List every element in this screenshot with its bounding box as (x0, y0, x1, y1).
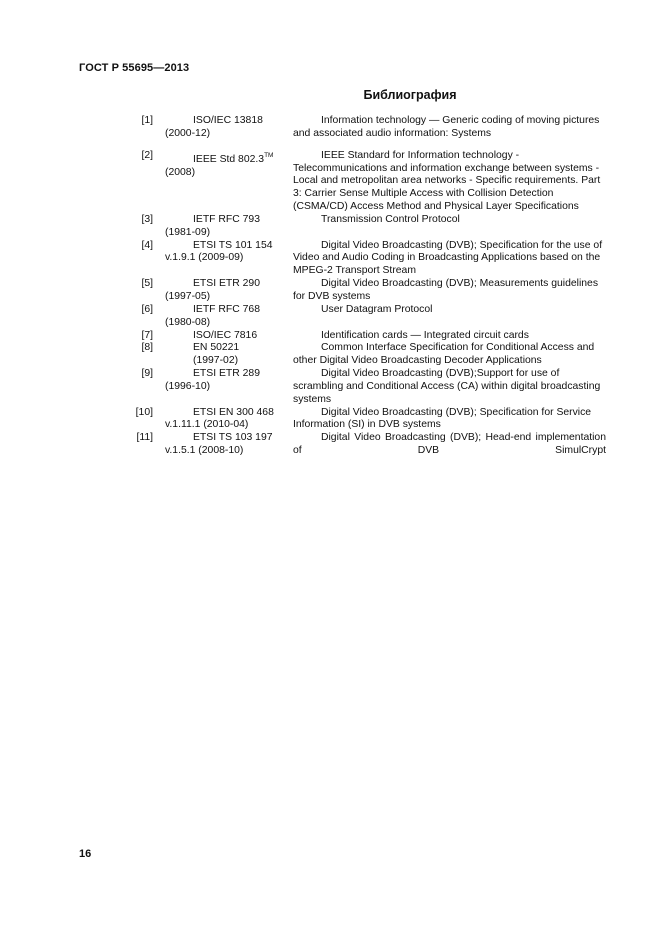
bibliography-entry (130, 330, 606, 343)
reference-code: ISO/IEC 13818 (193, 115, 263, 126)
bibliography-entry (130, 150, 606, 214)
reference-code: EN 50221 (193, 342, 240, 354)
bibliography-entry (130, 240, 606, 279)
entry-description (293, 214, 606, 240)
entry-description (293, 432, 606, 458)
description-text: Digital Video Broadcasting (DVB); Specification for Service Information (SI) in DVB systems (293, 406, 592, 431)
entry-description (293, 407, 606, 433)
entry-reference (165, 368, 293, 407)
entry-description (293, 115, 606, 141)
entry-description (293, 342, 606, 368)
description-text: Digital Video Broadcasting (DVB); Specification for the use of Video and Audio Coding in Broadcasting Applications based on the MPEG-2 Transport Stream (293, 239, 603, 277)
reference-date: (2008) (165, 166, 196, 178)
bibliography-entry (130, 407, 606, 433)
entry-reference (165, 115, 293, 141)
entry-description (293, 278, 606, 304)
description-text: Identification cards — Integrated circuit cards (321, 329, 529, 341)
reference-code: ETSI ETR 289 (193, 368, 260, 380)
entry-number: [8] (141, 342, 153, 354)
document-header: ГОСТ Р 55695—2013 (79, 62, 190, 74)
reference-date: v.1.9.1 (2009-09) (165, 252, 244, 264)
entry-reference (165, 150, 293, 214)
reference-code: ISO/IEC 7816 (193, 329, 258, 341)
entry-reference (165, 432, 293, 458)
reference-date: v.1.11.1 (2010-04) (165, 419, 249, 431)
entry-number: [7] (141, 329, 153, 341)
entry-reference (165, 278, 293, 304)
bibliography-entry (130, 368, 606, 407)
reference-date: (1997-02) (193, 355, 239, 367)
entry-reference (165, 330, 293, 343)
reference-date: (1981-09) (165, 226, 211, 238)
description-text: Transmission Control Protocol (321, 213, 460, 225)
description-text: Digital Video Broadcasting (DVB); Measurements guidelines for DVB systems (293, 278, 599, 302)
bibliography-entry (130, 342, 606, 368)
reference-date: (1980-08) (165, 316, 211, 328)
reference-date: (1997-05) (165, 290, 211, 302)
reference-code (165, 150, 293, 167)
entry-description (293, 240, 606, 279)
entry-number: [11] (136, 432, 153, 444)
reference-code: ETSI TS 101 154 (193, 239, 273, 251)
reference-code: ETSI ETR 290 (193, 278, 260, 290)
entry-reference (165, 240, 293, 279)
description-text: Digital Video Broadcasting (DVB);Support for use of scrambling and Conditional Access (CA) within digital broadcasting systems (293, 368, 601, 405)
entry-number: [1] (141, 115, 153, 126)
description-text: IEEE Standard for Information technology - Telecommunications and information exchange between systems - Local and metropolitan area networks - Specific requirements. Part 3: Carrier Sense Multiple Access with Collision Detection (CSMA/CD) Access Method and Physical Layer Specifications (293, 149, 601, 213)
description-text: Information technology — Generic coding of moving pictures and associated audio information: Systems (293, 115, 600, 139)
entry-reference (165, 342, 293, 368)
page-number: 16 (79, 848, 92, 860)
entry-reference (165, 304, 293, 330)
reference-code: IETF RFC 793 (193, 213, 260, 225)
entry-reference (165, 214, 293, 240)
entry-number: [5] (141, 278, 153, 290)
description-text: User Datagram Protocol (321, 303, 433, 315)
entry-number: [9] (141, 368, 153, 380)
entry-number: [10] (135, 406, 153, 418)
entry-description (293, 330, 606, 343)
entry-description (293, 150, 606, 214)
reference-code: ETSI TS 103 197 (193, 432, 273, 444)
entry-description (293, 304, 606, 330)
trademark-superscript: TM (264, 151, 274, 159)
entry-number: [3] (141, 213, 153, 225)
bibliography-entry (130, 115, 606, 141)
bibliography-title: Библиография (363, 88, 457, 102)
description-text: Common Interface Specification for Conditional Access and other Digital Video Broadcasting Decoder Applications (293, 342, 595, 367)
bibliography-entry (130, 278, 606, 304)
bibliography-entry (130, 432, 606, 458)
bibliography-entry (130, 214, 606, 240)
reference-code: ETSI EN 300 468 (193, 406, 274, 418)
description-text: Digital Video Broadcasting (DVB); Head-end implementation of DVB SimulCrypt (293, 432, 606, 457)
entry-number: [2] (141, 149, 153, 161)
reference-code-text: IEEE Std 802.3 (193, 153, 265, 165)
reference-date: v.1.5.1 (2008-10) (165, 445, 244, 457)
reference-date: (2000-12) (165, 127, 211, 139)
entry-reference (165, 407, 293, 433)
entry-number: [6] (141, 303, 153, 315)
entry-number: [4] (141, 239, 153, 251)
bibliography-list (130, 115, 606, 458)
reference-date: (1996-10) (165, 380, 211, 392)
reference-code: IETF RFC 768 (193, 303, 260, 315)
bibliography-entry (130, 304, 606, 330)
entry-description (293, 368, 606, 407)
